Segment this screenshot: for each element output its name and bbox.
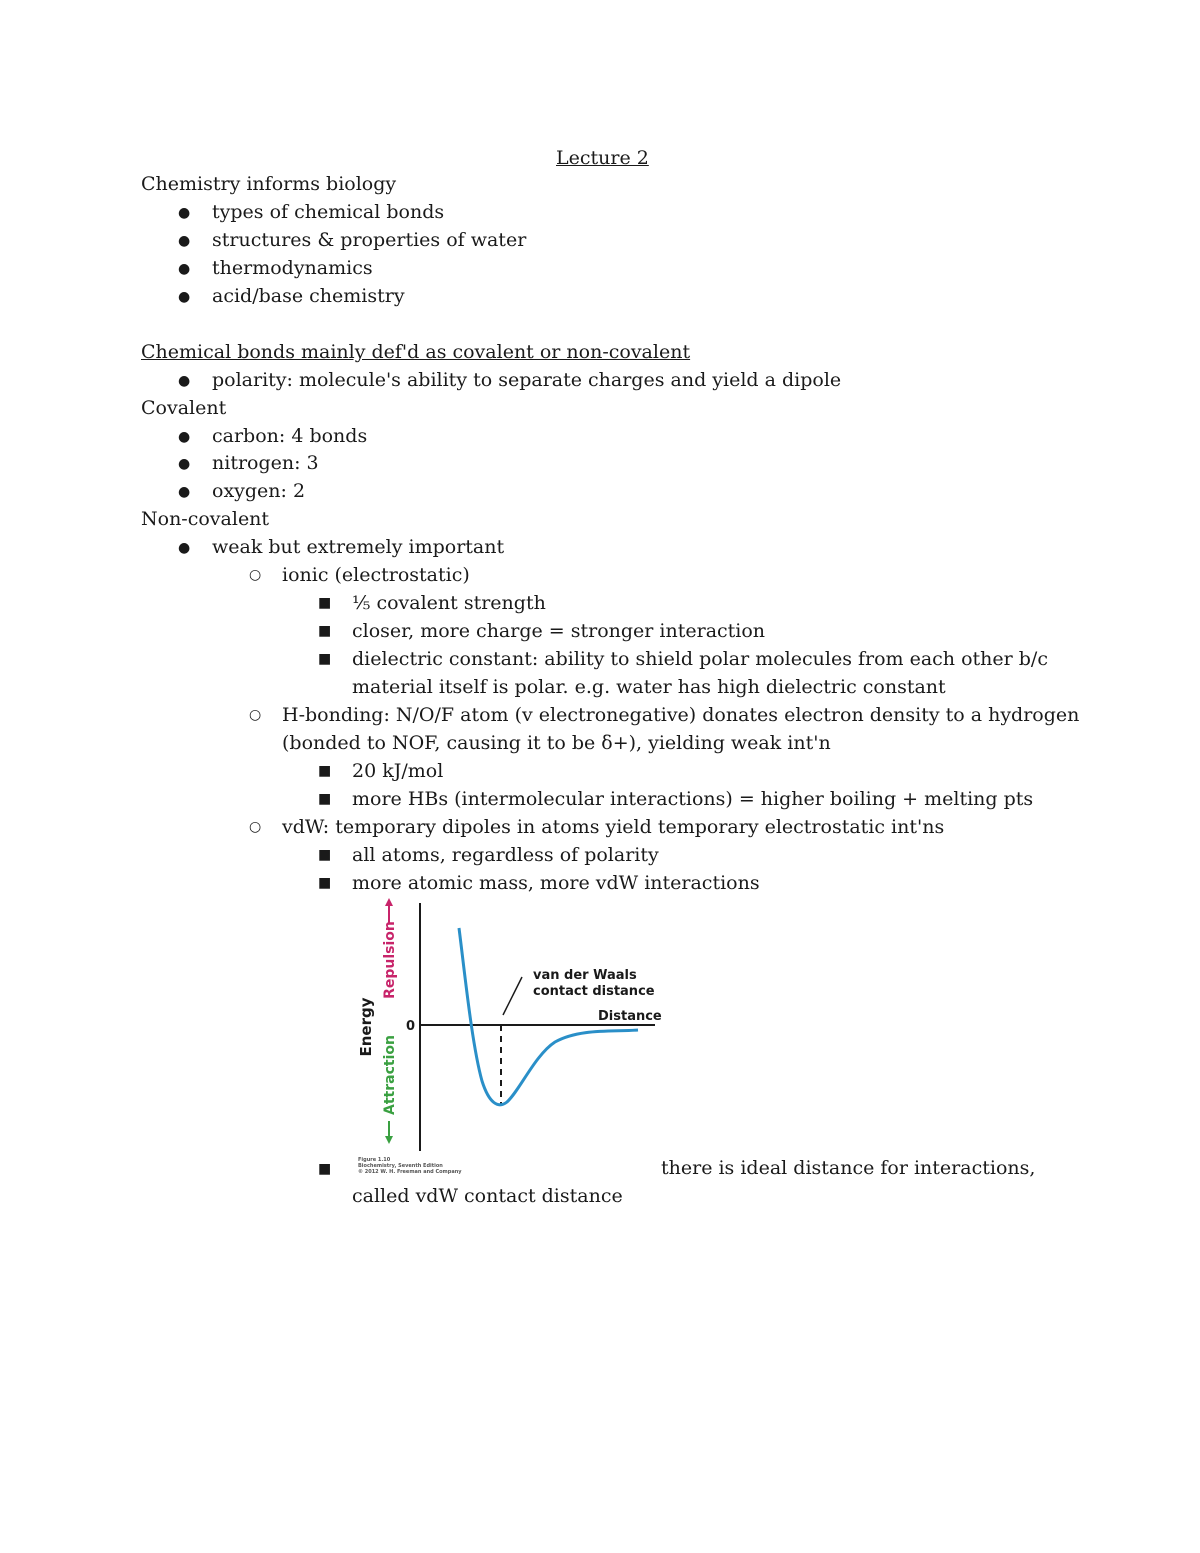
bullet-icon: ● bbox=[178, 484, 191, 500]
list-item: nitrogen: 3 bbox=[212, 452, 319, 474]
bullet-icon: ● bbox=[178, 373, 191, 389]
list-item-continuation: material itself is polar. e.g. water has high dielectric constant bbox=[352, 676, 946, 698]
figure-caption: there is ideal distance for interactions, bbox=[661, 1157, 1036, 1179]
list-item-continuation: (bonded to NOF, causing it to be δ+), yielding weak int'n bbox=[282, 732, 831, 754]
distance-label: Distance bbox=[598, 1009, 662, 1024]
list-item: dielectric constant: ability to shield polar molecules from each other b/c bbox=[352, 648, 1048, 670]
square-bullet-icon: ■ bbox=[318, 847, 332, 863]
annotation-line-1: van der Waals bbox=[533, 968, 637, 983]
list-item: types of chemical bonds bbox=[212, 201, 445, 223]
figure-credit: © 2012 W. H. Freeman and Company bbox=[358, 1169, 462, 1175]
annotation-line-2: contact distance bbox=[533, 984, 655, 999]
annotation-pointer bbox=[503, 977, 522, 1015]
list-item: closer, more charge = stronger interaction bbox=[352, 620, 766, 642]
list-item: 20 kJ/mol bbox=[352, 760, 444, 782]
list-item: ⅕ covalent strength bbox=[352, 592, 546, 614]
list-item: more atomic mass, more vdW interactions bbox=[352, 872, 760, 894]
zero-label: 0 bbox=[406, 1019, 416, 1034]
figure-caption-continuation: called vdW contact distance bbox=[352, 1185, 623, 1207]
page-title: Lecture 2 bbox=[556, 147, 649, 169]
list-item: all atoms, regardless of polarity bbox=[352, 844, 659, 866]
square-bullet-icon: ■ bbox=[318, 595, 332, 611]
bullet-icon: ● bbox=[178, 205, 191, 221]
section-heading: Chemistry informs biology bbox=[141, 173, 397, 195]
list-item: ionic (electrostatic) bbox=[282, 564, 470, 586]
bullet-icon: ● bbox=[178, 429, 191, 445]
bullet-icon: ● bbox=[178, 289, 191, 305]
bullet-icon: ● bbox=[178, 540, 191, 556]
list-item: acid/base chemistry bbox=[212, 285, 405, 307]
list-item: structures & properties of water bbox=[212, 229, 527, 251]
circle-bullet-icon: ○ bbox=[249, 819, 262, 835]
square-bullet-icon: ■ bbox=[318, 651, 332, 667]
attraction-label: Attraction bbox=[382, 1035, 398, 1115]
list-item: weak but extremely important bbox=[212, 536, 505, 558]
bullet-icon: ● bbox=[178, 261, 191, 277]
figure-credit: Biochemistry, Seventh Edition bbox=[358, 1163, 443, 1169]
attraction-arrowhead bbox=[385, 1136, 393, 1144]
square-bullet-icon: ■ bbox=[318, 1161, 332, 1177]
section-heading: Chemical bonds mainly def'd as covalent or non-covalent bbox=[141, 341, 691, 363]
bullet-icon: ● bbox=[178, 233, 191, 249]
section-heading: Non-covalent bbox=[141, 508, 270, 530]
list-item: polarity: molecule's ability to separate charges and yield a dipole bbox=[212, 369, 842, 391]
list-item: thermodynamics bbox=[212, 257, 373, 279]
list-item: H-bonding: N/O/F atom (v electronegative) donates electron density to a hydrogen bbox=[282, 704, 1080, 726]
square-bullet-icon: ■ bbox=[318, 791, 332, 807]
list-item: carbon: 4 bonds bbox=[212, 425, 368, 447]
energy-axis-label: Energy bbox=[357, 997, 375, 1057]
list-item: more HBs (intermolecular interactions) = higher boiling + melting pts bbox=[352, 788, 1034, 810]
list-item: oxygen: 2 bbox=[212, 480, 306, 502]
repulsion-label: Repulsion bbox=[382, 921, 398, 999]
circle-bullet-icon: ○ bbox=[249, 567, 262, 583]
figure-credit: Figure 1.10 bbox=[358, 1157, 391, 1163]
square-bullet-icon: ■ bbox=[318, 623, 332, 639]
bullet-icon: ● bbox=[178, 456, 191, 472]
repulsion-arrowhead bbox=[385, 898, 393, 906]
square-bullet-icon: ■ bbox=[318, 763, 332, 779]
vdw-energy-figure bbox=[350, 895, 665, 1180]
list-item: vdW: temporary dipoles in atoms yield temporary electrostatic int'ns bbox=[282, 816, 945, 838]
section-heading: Covalent bbox=[141, 397, 227, 419]
circle-bullet-icon: ○ bbox=[249, 707, 262, 723]
square-bullet-icon: ■ bbox=[318, 875, 332, 891]
